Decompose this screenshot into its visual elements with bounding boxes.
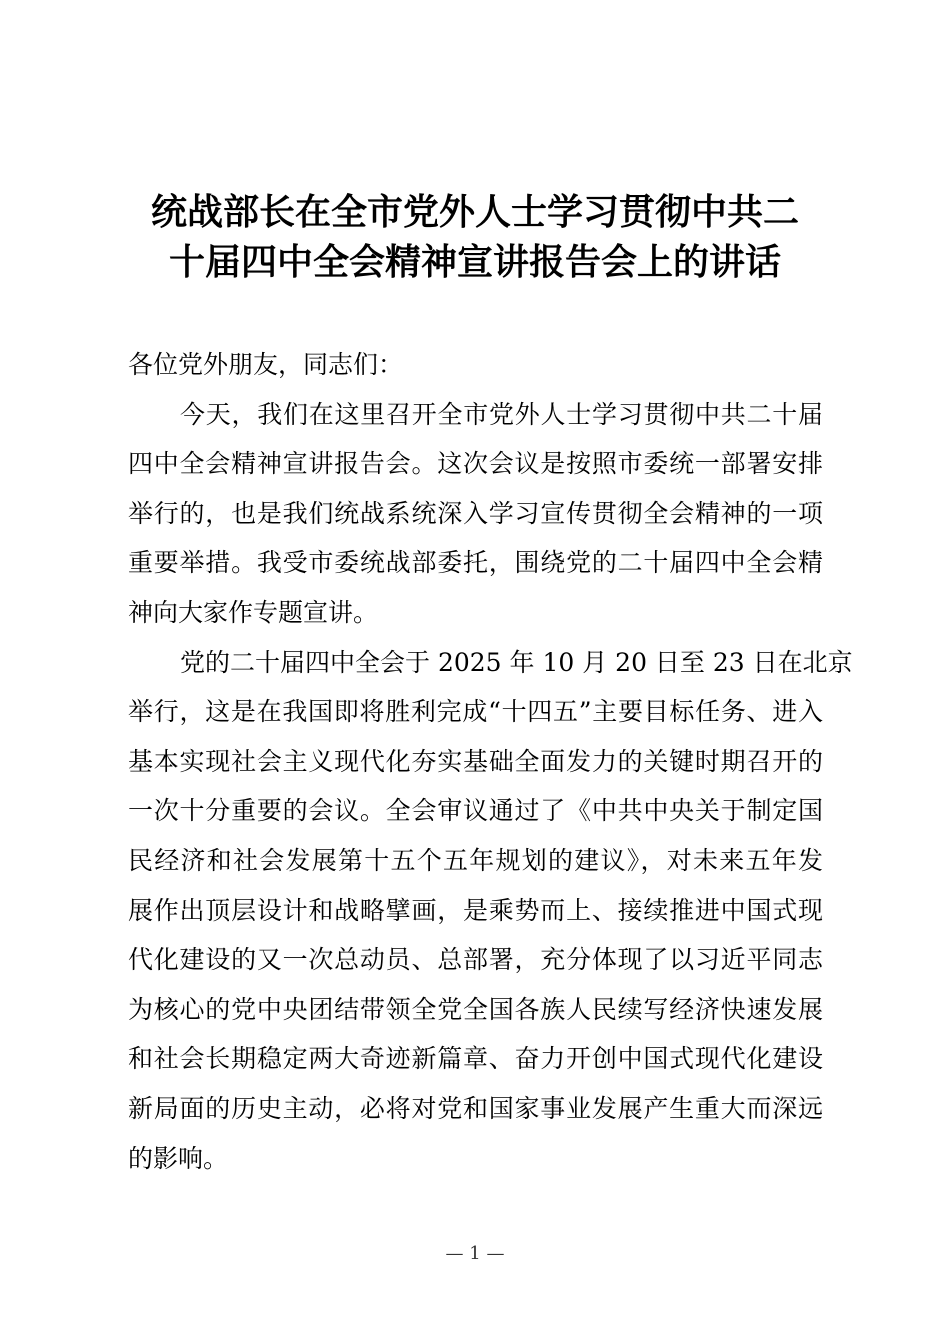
paragraph-line: 为核心的党中央团结带领全党全国各族人民续写经济快速发展 <box>128 994 823 1024</box>
paragraph-line: 和社会长期稳定两大奇迹新篇章、奋力开创中国式现代化建设 <box>128 1044 823 1074</box>
paragraph-1 <box>128 390 823 638</box>
paragraph-line: 举行的，也是我们统战系统深入学习宣传贯彻全会精神的一项 <box>128 498 823 528</box>
document-title <box>100 188 850 288</box>
paragraph-line: 四中全会精神宣讲报告会。这次会议是按照市委统一部署安排 <box>128 449 823 479</box>
paragraph-line: 举行，这是在我国即将胜利完成“十四五”主要目标任务、进入 <box>128 697 823 727</box>
paragraph-line: 党的二十届四中全会于 2025 年 10 月 20 日至 23 日在北京 <box>180 647 853 677</box>
page-number: — 1 — <box>445 1243 505 1264</box>
paragraph-line: 民经济和社会发展第十五个五年规划的建议》，对未来五年发 <box>128 845 823 875</box>
title-line: 统战部长在全市党外人士学习贯彻中共二 <box>150 192 799 233</box>
paragraph-line: 今天，我们在这里召开全市党外人士学习贯彻中共二十届 <box>180 399 823 429</box>
paragraph-line: 的影响。 <box>128 1143 229 1173</box>
paragraph-2 <box>128 638 853 1184</box>
salutation: 各位党外朋友，同志们： <box>128 350 404 379</box>
paragraph-line: 重要举措。我受市委统战部委托，围绕党的二十届四中全会精 <box>128 548 823 578</box>
paragraph-line: 展作出顶层设计和战略擘画，是乘势而上、接续推进中国式现 <box>128 895 823 925</box>
paragraph-line: 一次十分重要的会议。全会审议通过了《中共中央关于制定国 <box>128 796 823 826</box>
paragraph-line: 新局面的历史主动，必将对党和国家事业发展产生重大而深远 <box>128 1093 823 1123</box>
document-body <box>128 340 853 1183</box>
paragraph-line: 代化建设的又一次总动员、总部署，充分体现了以习近平同志 <box>128 945 823 975</box>
title-line: 十届四中全会精神宣讲报告会上的讲话 <box>168 242 781 283</box>
paragraph-line: 神向大家作专题宣讲。 <box>128 597 379 627</box>
paragraph-line: 基本实现社会主义现代化夯实基础全面发力的关键时期召开的 <box>128 746 823 776</box>
